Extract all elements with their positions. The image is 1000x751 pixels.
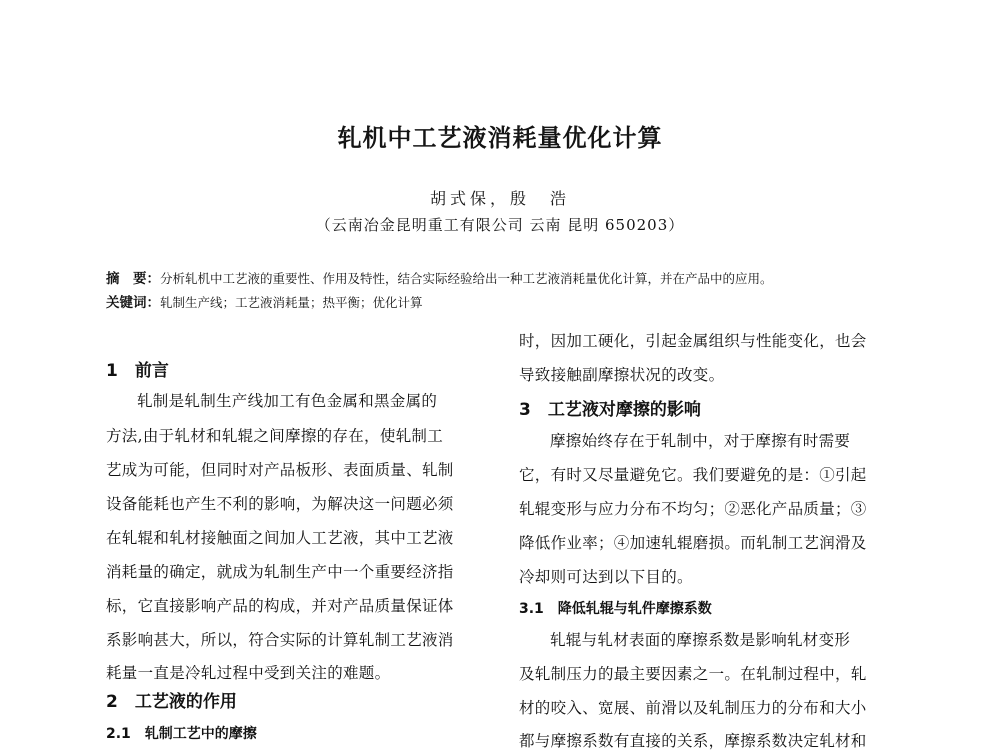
abstract <box>106 270 906 288</box>
body-line: 冷却则可达到以下目的。 <box>519 568 693 586</box>
body-line: 耗量一直是冷轧过程中受到关注的难题。 <box>106 664 391 682</box>
body-line: 艺成为可能，但同时对产品板形、表面质量、轧制 <box>106 461 454 479</box>
section-2-heading: 2 工艺液的作用 <box>106 692 237 712</box>
body-line: 设备能耗也产生不利的影响，为解决这一问题必须 <box>106 495 454 513</box>
body-line: 方法,由于轧材和轧辊之间摩擦的存在，使轧制工 <box>106 427 444 445</box>
body-line: 在轧辊和轧材接触面之间加人工艺液，其中工艺液 <box>106 529 454 547</box>
body-line: 材的咬入、宽展、前滑以及轧制压力的分布和大小 <box>519 699 867 717</box>
body-line: 都与摩擦系数有直接的关系，摩擦系数决定轧材和 <box>519 732 867 750</box>
body-line: 降低作业率；④加速轧辊磨损。而轧制工艺润滑及 <box>519 534 867 552</box>
paper-title: 轧机中工艺液消耗量优化计算 <box>337 124 663 152</box>
body-line: 系影响甚大，所以，符合实际的计算轧制工艺液消 <box>106 631 454 649</box>
body-line: 时，因加工硬化，引起金属组织与性能变化，也会 <box>519 332 867 350</box>
body-line: 轧辊变形与应力分布不均匀；②恶化产品质量；③ <box>519 500 867 518</box>
body-line: 它，有时又尽量避免它。我们要避免的是：①引起 <box>519 466 867 484</box>
body-line: 导致接触副摩擦状况的改变。 <box>519 366 725 384</box>
body-line: 轧辊与轧材表面的摩擦系数是影响轧材变形 <box>550 631 851 649</box>
keywords-text: 轧制生产线；工艺液消耗量；热平衡；优化计算 <box>160 295 423 310</box>
body-line: 消耗量的确定，就成为轧制生产中一个重要经济指 <box>106 563 454 581</box>
body-line: 摩擦始终存在于轧制中，对于摩擦有时需要 <box>550 432 851 450</box>
section-1-heading: 1 前言 <box>106 361 169 381</box>
paper-affiliation: （云南冶金昆明重工有限公司 云南 昆明 650203） <box>315 216 685 234</box>
keywords-label: 关键词： <box>106 295 160 311</box>
section-3-heading: 3 工艺液对摩擦的影响 <box>519 400 701 420</box>
abstract-label: 摘 要： <box>106 271 160 287</box>
paper-authors: 胡式保，殷 浩 <box>429 189 570 208</box>
body-line: 标，它直接影响产品的构成，并对产品质量保证体 <box>106 597 454 615</box>
keywords <box>106 294 906 312</box>
abstract-text: 分析轧机中工艺液的重要性、作用及特性，结合实际经验给出一种工艺液消耗量优化计算，并在产品中的应用。 <box>160 271 773 286</box>
section-3-1-heading: 3.1 降低轧辊与轧件摩擦系数 <box>519 601 712 617</box>
section-2-1-heading: 2.1 轧制工艺中的摩擦 <box>106 726 257 742</box>
body-line: 轧制是轧制生产线加工有色金属和黑金属的 <box>137 392 438 410</box>
body-line: 及轧制压力的最主要因素之一。在轧制过程中，轧 <box>519 665 867 683</box>
